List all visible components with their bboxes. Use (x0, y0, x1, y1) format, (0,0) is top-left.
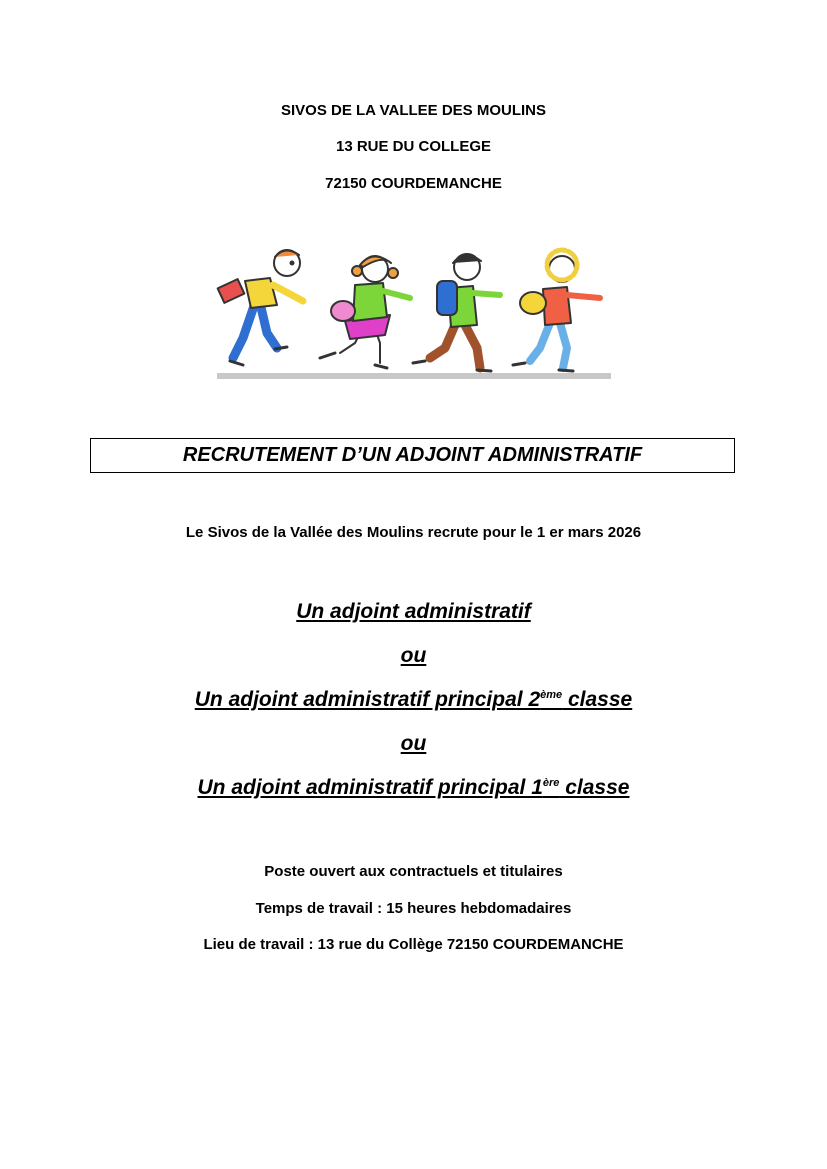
working-hours: Temps de travail : 15 heures hebdomadaires (255, 900, 572, 917)
role-3-text: Un adjoint administratif principal 1 (197, 776, 543, 799)
child-2-figure (320, 256, 410, 368)
role-3 (0, 775, 827, 801)
job-title: RECRUTEMENT D’UN ADJOINT ADMINISTRATIF (182, 444, 643, 466)
organization-street: 13 RUE DU COLLEGE (335, 138, 492, 155)
role-2-suffix: classe (562, 688, 633, 711)
role-1: Un adjoint administratif (296, 600, 531, 623)
workplace: Lieu de travail : 13 rue du Collège 72150 COURDEMANCHE (203, 936, 624, 953)
role-2 (0, 687, 827, 713)
role-2-text: Un adjoint administratif principal 2 (194, 688, 541, 711)
child-3-figure (413, 254, 500, 371)
child-4-figure (513, 250, 600, 371)
children-walking-illustration (215, 243, 615, 383)
role-2-superscript: ème (540, 689, 563, 701)
role-3-suffix: classe (559, 776, 630, 799)
or-separator-2: ou (400, 732, 427, 755)
organization-name: SIVOS DE LA VALLEE DES MOULINS (280, 102, 547, 119)
recruitment-intro: Le Sivos de la Vallée des Moulins recrute pour le 1 er mars 2026 (185, 524, 642, 541)
child-1-figure (218, 250, 303, 365)
or-separator-1: ou (400, 644, 427, 667)
organization-city: 72150 COURDEMANCHE (325, 175, 502, 192)
role-3-superscript: ère (542, 777, 560, 789)
ground-line (217, 373, 611, 379)
position-type: Poste ouvert aux contractuels et titulaires (264, 863, 563, 880)
job-title-box (90, 438, 735, 473)
